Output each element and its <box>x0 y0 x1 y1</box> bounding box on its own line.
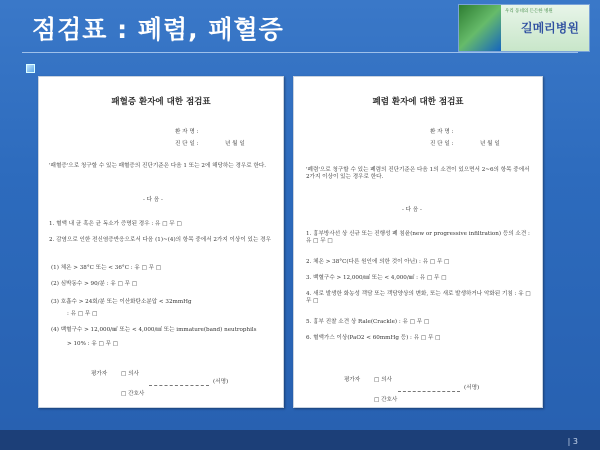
criteria-item: 2. 체온 > 38°C(다른 원인에 의한 것이 아닌) : 유 □ 무 □ <box>306 259 450 265</box>
logo-name: 길메리병원 <box>521 21 579 35</box>
doc-title: 패혈증 환자에 대한 점검표 <box>111 97 211 107</box>
evaluator-label: 평가자 <box>91 371 108 377</box>
criteria-subitem: (1) 체온 > 38°C 또는 < 36°C : 유 □ 무 □ <box>51 265 162 271</box>
criteria-item: 2. 감염으로 인한 전신염증반응으로서 다음 (1)~(4)의 항목 중에서 2가지 이상이 있는 경우 <box>49 237 271 243</box>
logo-caption: 우리 동네의 든든한 병원 <box>505 9 553 14</box>
patient-name-label: 환 자 명 : <box>175 129 199 135</box>
following-label: - 다 음 - <box>143 197 163 203</box>
diagnosis-date-label: 진 단 일 : <box>430 141 454 147</box>
criteria-subitem-answer: : 유 □ 무 □ <box>67 311 98 317</box>
patient-name-label: 환 자 명 : <box>430 129 454 135</box>
signature-line <box>398 387 460 392</box>
pneumonia-checklist-document <box>293 76 543 408</box>
diagnosis-date-label: 진 단 일 : <box>175 141 199 147</box>
signature-label: (서명) <box>213 379 229 385</box>
slide-title: 점검표 : 폐렴, 패혈증 <box>32 15 284 44</box>
title-underline <box>22 52 578 53</box>
evaluator-label: 평가자 <box>344 377 361 383</box>
criteria-item: 1. 혈액 내 균 혹은 균 독소가 증명된 경우 : 유 □ 무 □ <box>49 221 182 227</box>
criteria-item: 1. 흉부방사선 상 신규 또는 진행성 폐 침윤(new or progressive infiltration) 등의 소견 : 유 □ 무 □ <box>306 231 530 244</box>
logo-emblem <box>459 5 501 51</box>
criteria-subitem: (3) 호흡수 > 24회/분 또는 이산화탄소분압 < 32mmHg <box>51 299 192 305</box>
signature-line <box>149 381 209 386</box>
nurse-checkbox-label: □ 간호사 <box>374 397 398 403</box>
hospital-logo <box>458 4 590 52</box>
slide-footer <box>0 430 600 450</box>
criteria-subitem-answer: > 10% : 유 □ 무 □ <box>67 341 119 347</box>
sepsis-checklist-document <box>38 76 284 408</box>
doc-title: 폐렴 환자에 대한 점검표 <box>372 97 464 107</box>
criteria-subitem: (4) 백혈구수 > 12,000/㎣ 또는 < 4,000/㎣ 또는 immature(band) neutrophils <box>51 327 257 333</box>
signature-label: (서명) <box>464 385 480 391</box>
bullet-icon <box>26 64 35 73</box>
intro-text: '패혈증'으로 청구할 수 있는 패혈증의 진단기준은 다음 1 또는 2에 해당하는 경우로 한다. <box>49 163 267 169</box>
doctor-checkbox-label: □ 의사 <box>374 377 392 383</box>
criteria-item: 4. 새로 발생한 화농성 객담 또는 객담양상의 변화, 또는 새로 발생하거나 악화된 기침 : 유 □ 무 □ <box>306 291 531 304</box>
nurse-checkbox-label: □ 간호사 <box>121 391 145 397</box>
criteria-subitem: (2) 심박동수 > 90/분 : 유 □ 무 □ <box>51 281 138 287</box>
intro-text: '폐렴'으로 청구할 수 있는 폐렴의 진단기준은 다음 1의 소견이 있으면서 2~6의 항목 중에서 2가지 이상이 있는 경우로 한다. <box>306 167 530 180</box>
date-format: 년 월 일 <box>480 141 500 147</box>
criteria-item: 6. 혈액가스 이상(PaO2 < 60mmHg 등) : 유 □ 무 □ <box>306 335 441 341</box>
date-format: 년 월 일 <box>225 141 245 147</box>
following-label: - 다 음 - <box>402 207 422 213</box>
criteria-item: 3. 백혈구수 > 12,000/㎣ 또는 < 4,000/㎣ : 유 □ 무 □ <box>306 275 447 281</box>
doctor-checkbox-label: □ 의사 <box>121 371 139 377</box>
page-number: | 3 <box>567 437 578 446</box>
criteria-item: 5. 흉부 진찰 소견 상 Rale(Crackle) : 유 □ 무 □ <box>306 319 430 325</box>
